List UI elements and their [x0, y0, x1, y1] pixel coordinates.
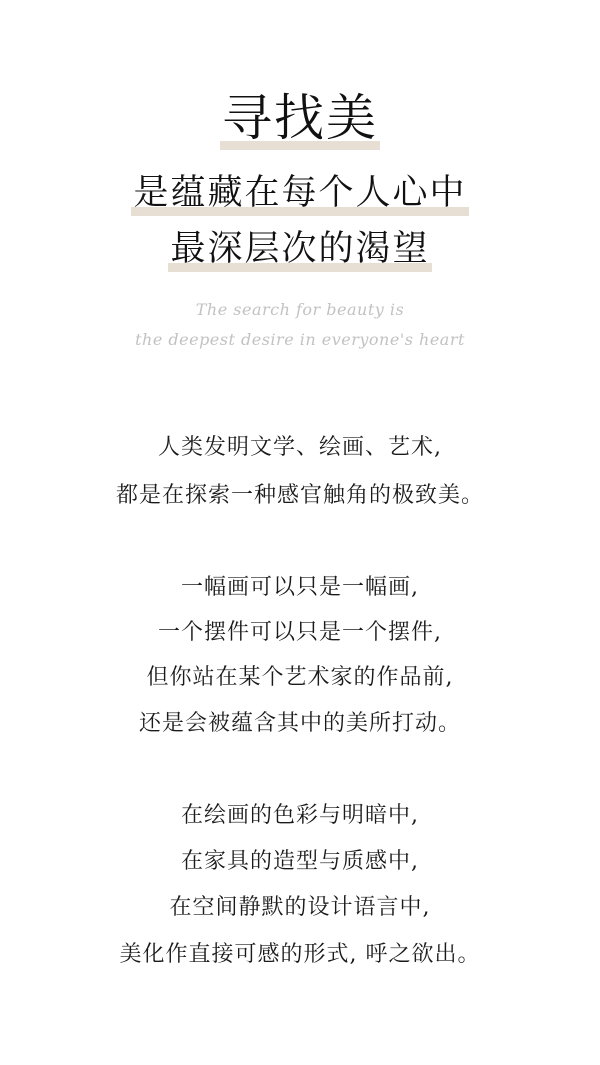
paragraph-1-line-1: 人类发明文学、绘画、艺术, [158, 435, 442, 460]
subtitle-line-1-text: 是蕴藏在每个人心中 [133, 173, 467, 213]
paragraph-2-line-4: 还是会被蕴含其中的美所打动。 [138, 711, 461, 736]
title-text: 寻找美 [222, 89, 378, 147]
subtitle-line-1 [0, 170, 600, 216]
page-title [0, 86, 600, 150]
subtitle-line-2-highlight [168, 226, 431, 272]
paragraph-2-line-3: 但你站在某个艺术家的作品前, [146, 665, 454, 690]
paragraph-3-line-4: 美化作直接可感的形式, 呼之欲出。 [119, 942, 481, 967]
paragraph-3-line-1: 在绘画的色彩与明暗中, [181, 803, 419, 828]
subtitle-line-2-text: 最深层次的渴望 [170, 229, 430, 269]
paragraph-3-line-2: 在家具的造型与质感中, [181, 849, 419, 874]
paragraph-2-line-2: 一个摆件可以只是一个摆件, [158, 620, 442, 645]
english-tagline-line-2: the deepest desire in everyone's heart [135, 330, 465, 349]
subtitle-line-1-highlight [131, 170, 468, 216]
english-tagline-line-1: The search for beauty is [195, 300, 405, 319]
paragraph-3-line-3: 在空间静默的设计语言中, [169, 895, 431, 920]
paragraph-1-line-2: 都是在探索一种感官触角的极致美。 [115, 483, 484, 508]
paragraph-2-line-1: 一幅画可以只是一幅画, [181, 575, 419, 600]
title-highlight [220, 86, 380, 150]
subtitle-line-2 [0, 226, 600, 272]
